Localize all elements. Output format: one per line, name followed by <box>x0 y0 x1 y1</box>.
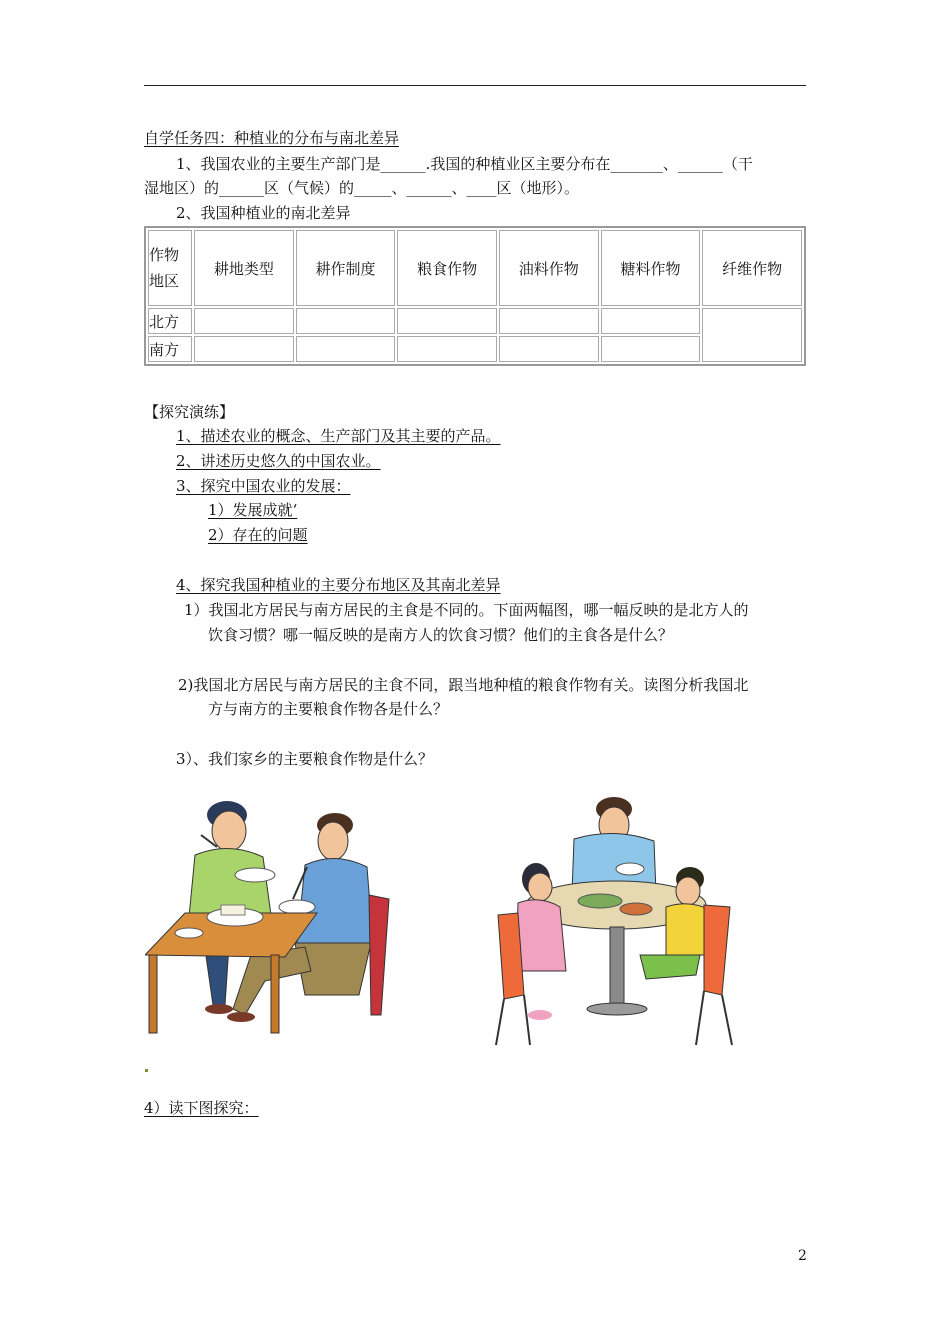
table-cell[interactable] <box>499 308 599 334</box>
row-label: 南方 <box>148 336 192 362</box>
header-cell: 耕作制度 <box>296 230 396 306</box>
table-cell[interactable] <box>499 336 599 362</box>
sub-question-2-line-1: 2)我国北方居民与南方居民的主食不同，跟当地种植的粮食作物有关。读图分析我国北 <box>178 676 749 694</box>
practice-heading: 【探究演练】 <box>144 403 235 421</box>
southern-meal-illustration <box>490 795 740 1055</box>
practice-item-4: 4、探究我国种植业的主要分布地区及其南北差异 <box>176 576 501 594</box>
table-corner-cell <box>148 230 192 306</box>
northern-meal-illustration <box>145 795 395 1045</box>
table-cell[interactable] <box>194 336 294 362</box>
sub-question-1-line-2: 饮食习惯？哪一幅反映的是南方人的饮食习惯？他们的主食各是什么？ <box>208 626 674 644</box>
sub-question-4: 4）读下图探究： <box>144 1099 259 1117</box>
table-cell[interactable] <box>296 308 396 334</box>
header-cell: 糖料作物 <box>601 230 701 306</box>
corner-bottom-label: 地区 <box>149 272 180 290</box>
table-cell[interactable] <box>397 308 497 334</box>
question-1-line-2: 湿地区）的______区（气候）的_____、______、____区（地形）。 <box>144 179 580 197</box>
table-cell[interactable] <box>702 308 802 362</box>
table-cell[interactable] <box>601 308 701 334</box>
header-rule <box>144 85 806 86</box>
table-row <box>148 308 802 334</box>
table-cell[interactable] <box>601 336 701 362</box>
table-header-row <box>148 230 802 306</box>
table-cell[interactable] <box>296 336 396 362</box>
header-cell: 油料作物 <box>499 230 599 306</box>
table-cell[interactable] <box>194 308 294 334</box>
page-number: 2 <box>798 1248 807 1264</box>
sub-question-1-line-1: 1）我国北方居民与南方居民的主食是不同的。下面两幅图，哪一幅反映的是北方人的 <box>184 601 749 619</box>
question-1-line-1: 1、我国农业的主要生产部门是______.我国的种植业区主要分布在_______、______（干 <box>176 155 753 173</box>
practice-item-1: 1、描述农业的概念、生产部门及其主要的产品。 <box>176 427 501 445</box>
sub-question-3: 3）、我们家乡的主要粮食作物是什么？ <box>176 750 434 768</box>
question-2: 2、我国种植业的南北差异 <box>176 204 351 222</box>
header-cell: 耕地类型 <box>194 230 294 306</box>
practice-item-3-1: 1）发展成就‘ <box>208 501 298 519</box>
practice-item-3-2: 2）存在的问题 <box>208 526 308 544</box>
stray-dot <box>145 1069 148 1072</box>
header-cell: 纤维作物 <box>702 230 802 306</box>
corner-top-label: 作物 <box>149 246 180 264</box>
task4-title: 自学任务四：种植业的分布与南北差异 <box>144 129 400 147</box>
planting-comparison-table <box>144 226 806 366</box>
practice-item-2: 2、讲述历史悠久的中国农业。 <box>176 452 381 470</box>
header-cell: 粮食作物 <box>397 230 497 306</box>
practice-item-3: 3、探究中国农业的发展： <box>176 477 351 495</box>
row-label: 北方 <box>148 308 192 334</box>
sub-question-2-line-2: 方与南方的主要粮食作物各是什么？ <box>208 700 449 718</box>
table-cell[interactable] <box>397 336 497 362</box>
